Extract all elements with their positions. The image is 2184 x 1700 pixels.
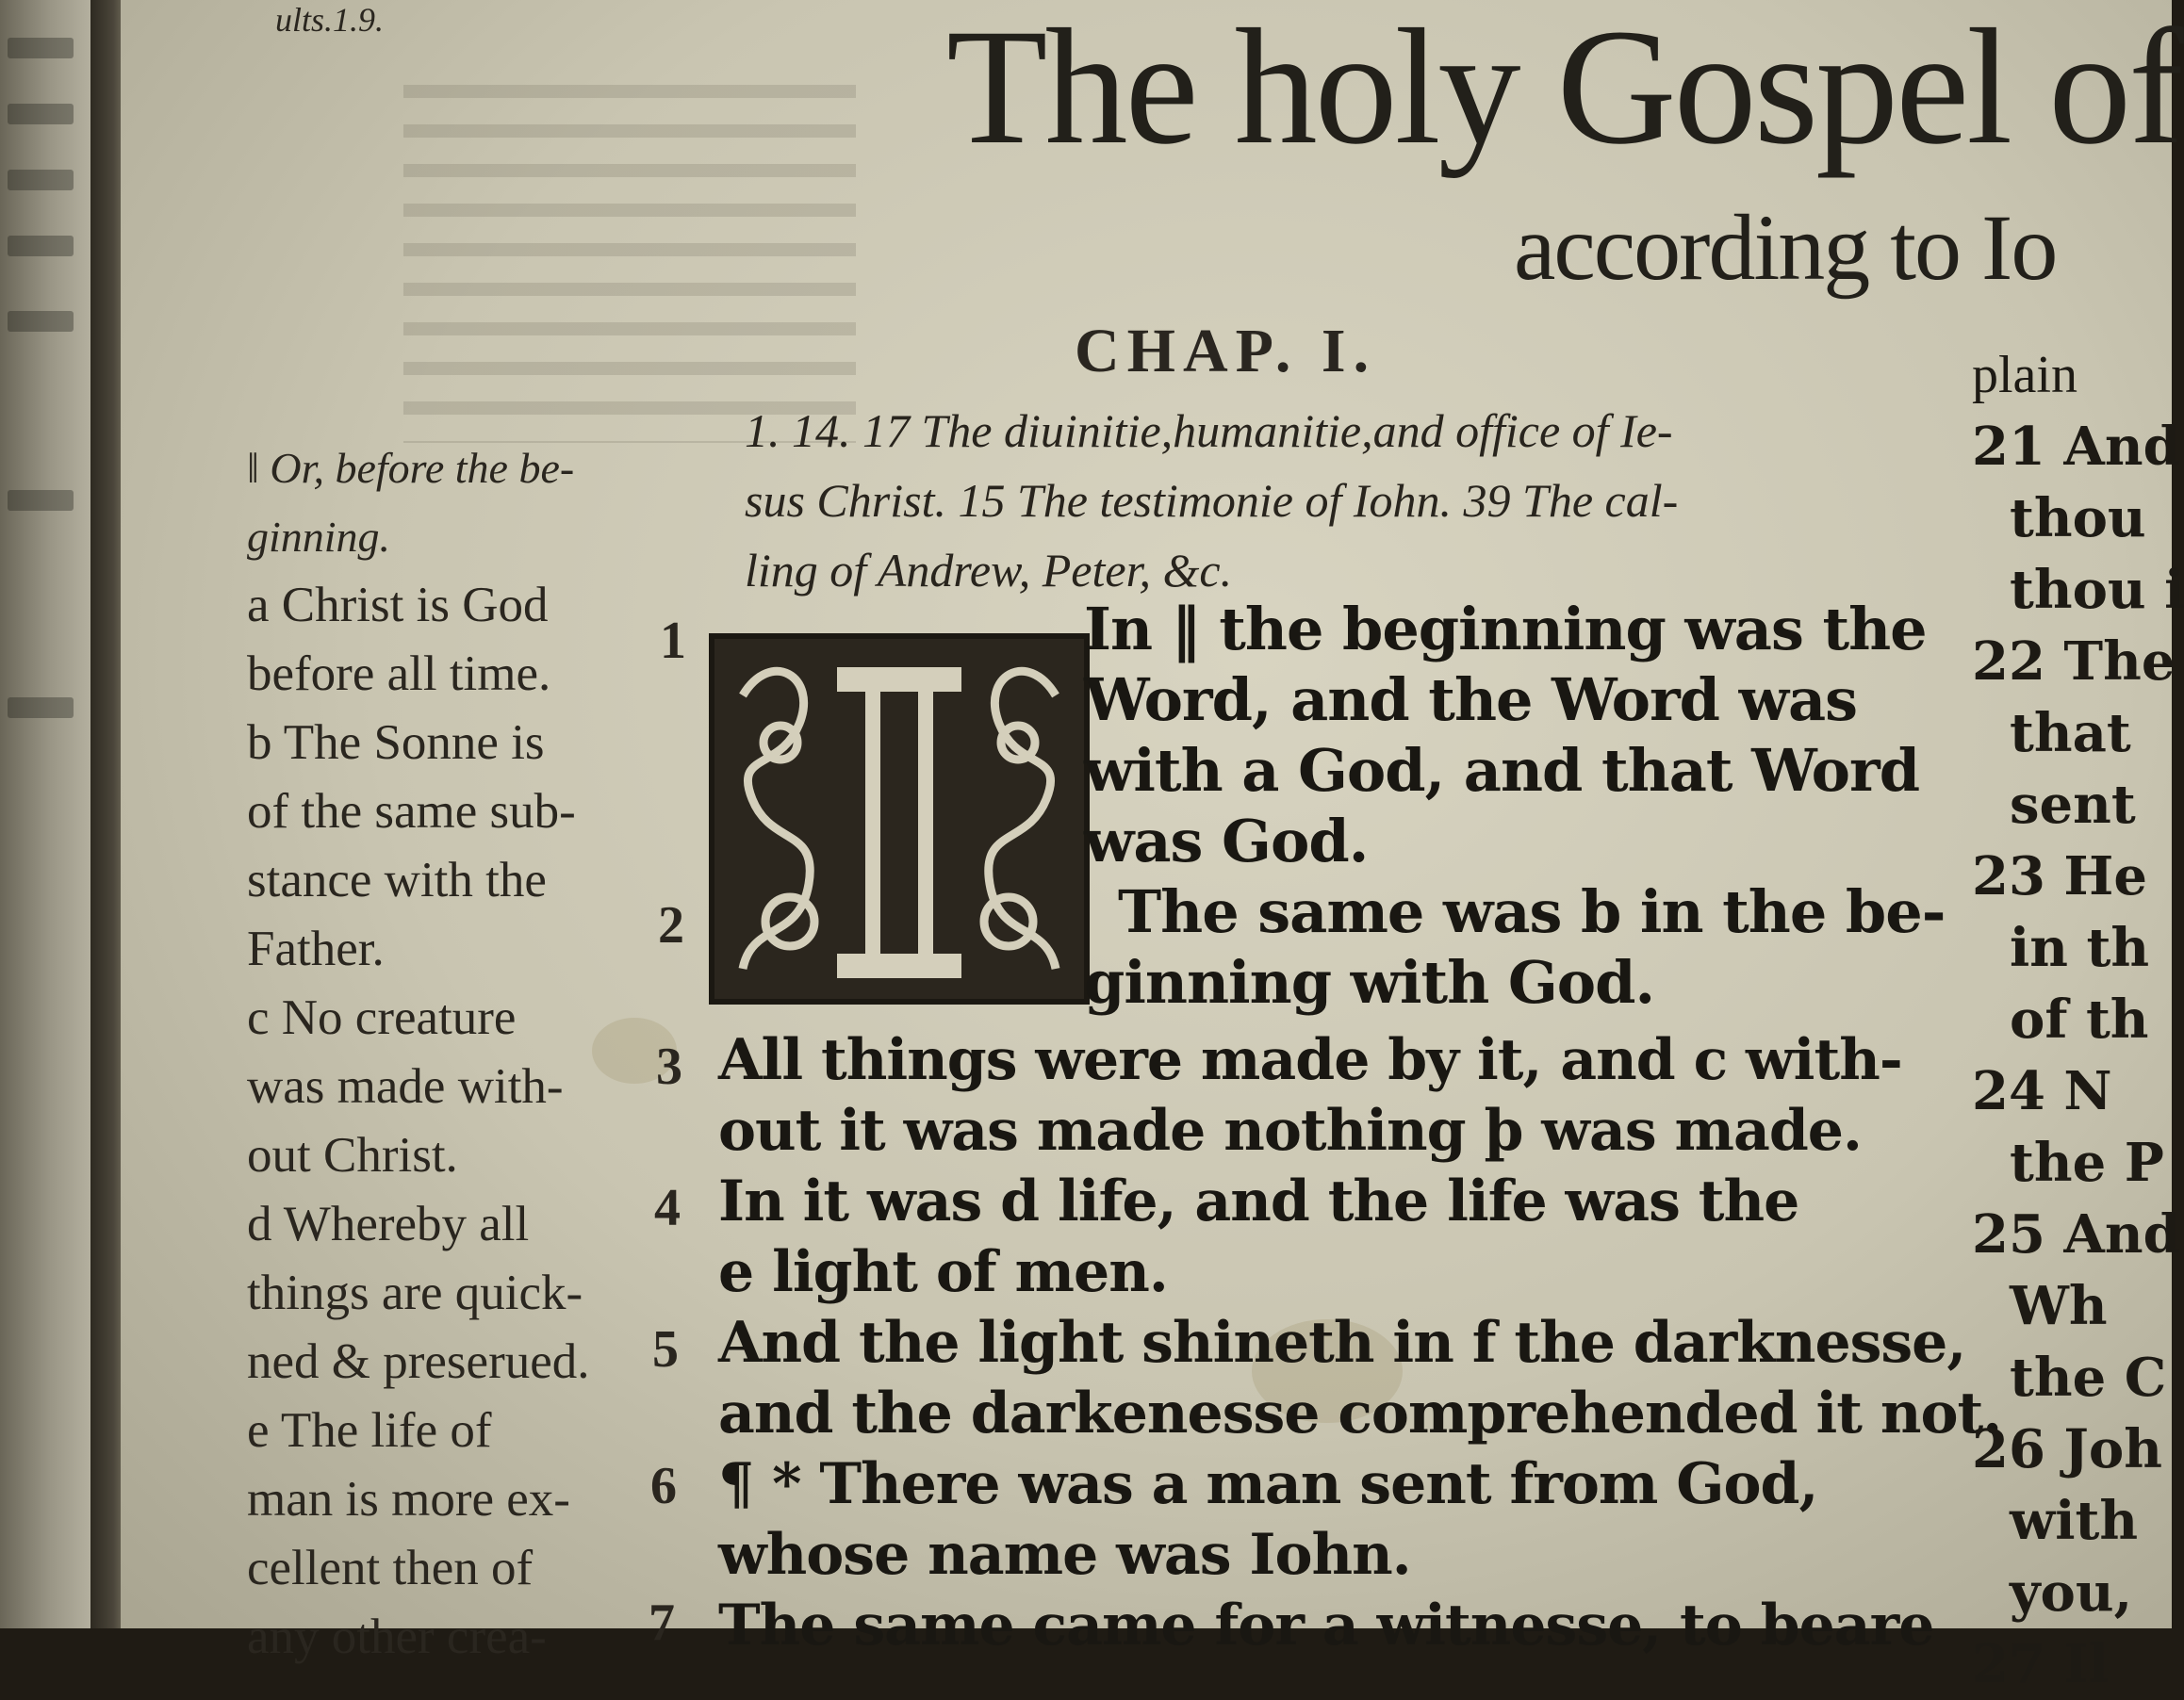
scripture-line: Word, and the Word was <box>1084 665 1858 734</box>
margin-notes <box>247 433 590 1672</box>
margin-note: ginning. <box>247 513 391 561</box>
margin-note: of the same sub- <box>247 784 576 839</box>
scripture-line: The same came for a witnesse, to beare <box>718 1593 1934 1659</box>
right-column-line: 27 Il <box>1972 1633 2109 1695</box>
summary-line: 1. 14. 17 The diuinitie,humanitie,and office of Ie- <box>745 404 1673 457</box>
verse-block-3-7 <box>718 1025 2001 1661</box>
scripture-line: was God. <box>1084 807 1369 875</box>
right-column-line: 23 He <box>1972 845 2147 907</box>
scripture-line: e light of men. <box>718 1239 1168 1305</box>
right-column-line: in th <box>2010 917 2150 979</box>
right-column-line: plain <box>1972 346 2077 404</box>
margin-note: stance with the <box>247 853 547 907</box>
margin-note: e The life of <box>247 1403 492 1458</box>
right-column-line: you, <box>2010 1561 2133 1624</box>
margin-note: cellent then of <box>247 1541 534 1595</box>
margin-note: man is more ex- <box>247 1472 570 1527</box>
right-column-line: the C <box>2010 1347 2167 1409</box>
verse-number: 1 <box>660 612 686 670</box>
summary-line: sus Christ. 15 The testimonie of Iohn. 39 The cal- <box>745 474 1679 527</box>
margin-note: ned & preserued. <box>247 1334 590 1389</box>
decorated-initial-letter <box>709 633 1090 1005</box>
chapter-summary <box>745 396 1678 605</box>
chapter-heading: CHAP. I. <box>1075 317 1377 385</box>
margin-note: a Christ is God <box>247 578 549 632</box>
right-column-line: 22 The <box>1972 630 2176 693</box>
show-through-text <box>403 85 856 443</box>
scripture-line: ¶ * There was a man sent from God, <box>718 1451 1818 1517</box>
verse-number: 2 <box>658 896 684 955</box>
scripture-line: and the darkenesse comprehended it not. <box>718 1381 2002 1447</box>
right-column-line: 26 Joh <box>1972 1418 2162 1480</box>
right-column-cropped <box>1972 339 2184 1700</box>
right-column-line: of th <box>2010 989 2149 1051</box>
right-column-line: 25 And <box>1972 1203 2180 1266</box>
page-title: The holy Gospel of <box>946 0 2181 179</box>
verse-number: 6 <box>650 1457 677 1515</box>
margin-note: things are quick- <box>247 1266 583 1320</box>
margin-note: d Whereby all <box>247 1197 530 1251</box>
scripture-line: out it was made nothing þ was made. <box>718 1098 1862 1164</box>
margin-note: before all time. <box>247 646 551 701</box>
scripture-line: All things were made by it, and c with- <box>718 1027 1902 1093</box>
margin-note: ‖ Or, before the be- <box>247 444 575 492</box>
right-column-line: that <box>2010 702 2131 764</box>
right-column-line: sent <box>2010 774 2136 836</box>
cross-reference-header: ults.1.9. <box>275 1 385 39</box>
right-column-line: thou i <box>2010 559 2184 621</box>
verse-number: 7 <box>649 1594 675 1652</box>
right-column-line: Wh <box>2010 1275 2108 1337</box>
scripture-line: ginning with God. <box>1084 948 1655 1017</box>
margin-note: c No creature <box>247 990 517 1045</box>
right-column-line: 21 And <box>1972 416 2180 478</box>
scripture-line: And the light shineth in f the darknesse, <box>718 1310 1966 1376</box>
page-subtitle: according to Io <box>1514 195 2057 300</box>
margin-note: b The Sonne is <box>247 715 545 770</box>
margin-note: Father. <box>247 922 385 976</box>
right-column-line: thou <box>2010 487 2146 549</box>
verse-block-1-2 <box>1084 594 1945 1018</box>
scripture-line: The same was b in the be- <box>1118 877 1946 946</box>
right-column-line: with <box>2010 1490 2139 1552</box>
margin-note: out Christ. <box>247 1128 458 1183</box>
right-column-line: the P <box>2010 1132 2164 1194</box>
scripture-line: In ‖ the beginning was the <box>1084 595 1927 663</box>
scripture-line: with a God, and that Word <box>1084 736 1920 805</box>
verse-number: 4 <box>654 1179 681 1237</box>
verse-number: 3 <box>656 1038 682 1096</box>
verse-number: 5 <box>652 1320 679 1379</box>
right-column-line: 24 N <box>1972 1060 2112 1122</box>
margin-note: was made with- <box>247 1059 564 1114</box>
summary-line: ling of Andrew, Peter, &c. <box>745 544 1233 597</box>
margin-note: any other crea- <box>247 1610 547 1664</box>
scripture-line: whose name was Iohn. <box>718 1522 1411 1588</box>
floral-initial-ornament-icon <box>714 639 1084 999</box>
scripture-line: In it was d life, and the life was the <box>718 1169 1799 1234</box>
